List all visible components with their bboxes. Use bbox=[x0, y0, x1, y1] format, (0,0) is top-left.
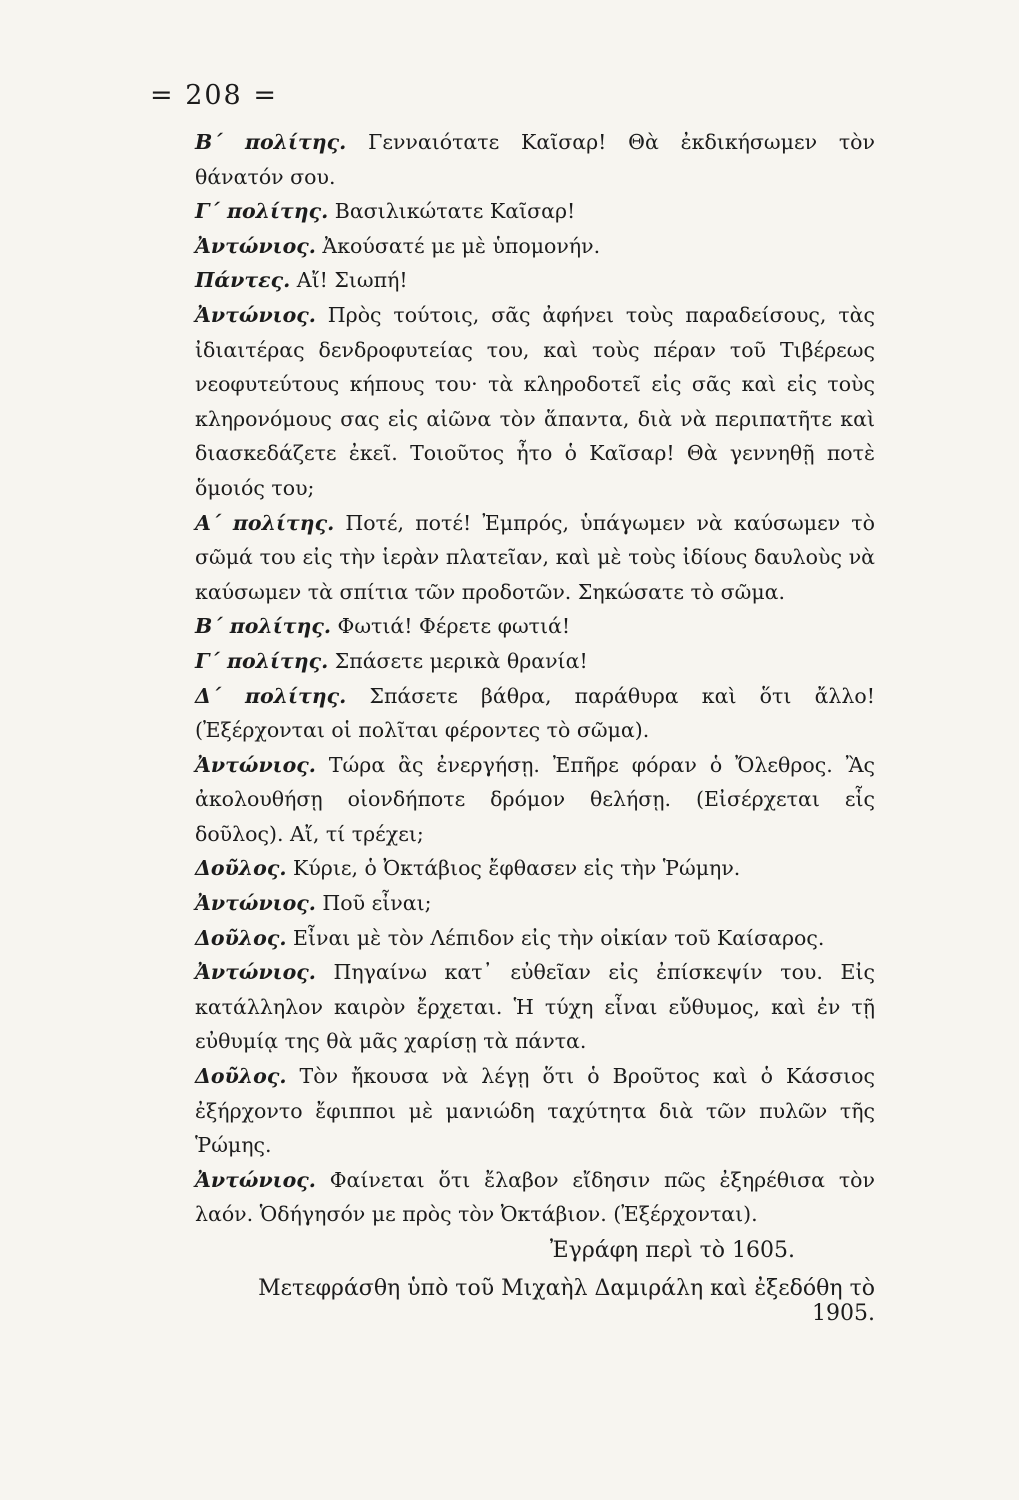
speaker-name: Δοῦλος. bbox=[195, 925, 287, 950]
speech: Γενναιότατε Καῖσαρ! Θὰ ἐκδικήσωμεν τὸν θάνατόν σου. bbox=[195, 130, 875, 189]
speaker-name: Ἀντώνιος. bbox=[195, 233, 316, 258]
speech: Βασιλικώτατε Καῖσαρ! bbox=[328, 199, 576, 224]
speech: Πρὸς τούτοις, σᾶς ἀφήνει τοὺς παραδείσους, τὰς ἰδιαιτέρας δενδροφυτείας του, καὶ τοὺς πέραν τοῦ Τιβέρεως νεοφυτεύτους κήπους του· τὰ κληροδοτεῖ εἰς σᾶς καὶ εἰς τοὺς κληρονόμους σας εἰς αἰῶνα τὸν ἅπαντα, διὰ νὰ περιπατῆτε καὶ διασκεδάζετε ἐκεῖ. Τοιοῦτος ἦτο ὁ Καῖσαρ! Θὰ γεννηθῇ ποτὲ ὅμοιός του; bbox=[195, 302, 875, 500]
dialogue-line bbox=[195, 506, 875, 610]
speech: Τώρα ἂς ἐνεργήσῃ. Ἐπῆρε φόραν ὁ Ὄλεθρος. Ἂς ἀκολουθήσῃ οἱονδήποτε δρόμον θελήσῃ. (Εἰσέρχεται εἷς δοῦλος). Αἴ, τί τρέχει; bbox=[195, 752, 875, 846]
date-note: Ἐγράφη περὶ τὸ 1605. bbox=[549, 1238, 795, 1263]
speaker-name: Δοῦλος. bbox=[195, 1064, 287, 1089]
dialogue-line bbox=[195, 298, 875, 506]
speech: Ποτέ, ποτέ! Ἐμπρός, ὑπάγωμεν νὰ καύσωμεν τὸ σῶμά του εἰς τὴν ἱερὰν πλατεῖαν, καὶ μὲ τοὺς ἰδίους δαυλοὺς νὰ καύσωμεν τὰ σπίτια τῶν προδοτῶν. Σηκώσατε τὸ σῶμα. bbox=[195, 510, 875, 604]
dialogue-line bbox=[195, 679, 875, 748]
speech: Ἀκούσατέ με μὲ ὑπομονήν. bbox=[315, 233, 601, 258]
speaker-name: Ἀντώνιος. bbox=[195, 1167, 316, 1192]
speech: Σπάσετε μερικὰ θρανία! bbox=[328, 648, 588, 673]
dialogue-line bbox=[195, 886, 875, 921]
dialogue-line bbox=[195, 229, 875, 264]
dialogue-text bbox=[195, 125, 875, 1232]
dialogue-line bbox=[195, 125, 875, 194]
dialogue-line bbox=[195, 1059, 875, 1163]
speaker-name: Β΄ πολίτης. bbox=[195, 130, 347, 154]
speaker-name: Δοῦλος. bbox=[195, 856, 287, 881]
dialogue-line bbox=[195, 609, 875, 644]
speech: Πηγαίνω κατ᾽ εὐθεῖαν εἰς ἐπίσκεψίν του. Εἰς κατάλληλον καιρὸν ἔρχεται. Ἡ τύχη εἶναι εὔθυμος, καὶ ἐν τῇ εὐθυμίᾳ της θὰ μᾶς χαρίσῃ τὰ πάντα. bbox=[195, 960, 875, 1054]
translation-note: Μετεφράσθη ὑπὸ τοῦ Μιχαὴλ Δαμιράλη καὶ ἐξεδόθη τὸ 1905. bbox=[258, 1276, 875, 1326]
speech: Ποῦ εἶναι; bbox=[315, 891, 432, 916]
dialogue-line bbox=[195, 644, 875, 679]
speaker-name: Γ΄ πολίτης. bbox=[195, 199, 329, 224]
speaker-name: Ἀντώνιος. bbox=[195, 960, 316, 985]
speech: Σπάσετε βάθρα, παράθυρα καὶ ὅτι ἄλλο! (Ἐξέρχονται οἱ πολῖται φέροντες τὸ σῶμα). bbox=[195, 683, 875, 743]
speaker-name: Α΄ πολίτης. bbox=[195, 510, 335, 535]
speaker-name: Β΄ πολίτης. bbox=[195, 614, 332, 639]
dialogue-line bbox=[195, 194, 875, 229]
dialogue-line bbox=[195, 1163, 875, 1232]
dialogue-line bbox=[195, 851, 875, 886]
speaker-name: Δ΄ πολίτης. bbox=[195, 683, 347, 708]
speech: Κύριε, ὁ Ὀκτάβιος ἔφθασεν εἰς τὴν Ῥώμην. bbox=[286, 856, 741, 881]
page-number: = 208 = bbox=[150, 80, 278, 111]
dialogue-line bbox=[195, 921, 875, 956]
dialogue-line bbox=[195, 748, 875, 852]
speech: Φωτιά! Φέρετε φωτιά! bbox=[331, 614, 571, 639]
speech: Φαίνεται ὅτι ἔλαβον εἴδησιν πῶς ἐξηρέθισα τὸν λαόν. Ὁδήγησόν με πρὸς τὸν Ὀκτάβιον. (Ἐξέρχονται). bbox=[195, 1167, 875, 1227]
speaker-name: Πάντες. bbox=[195, 268, 291, 293]
speech: Εἶναι μὲ τὸν Λέπιδον εἰς τὴν οἰκίαν τοῦ Καίσαρος. bbox=[286, 925, 825, 950]
speaker-name: Ἀντώνιος. bbox=[195, 752, 316, 777]
dialogue-line bbox=[195, 263, 875, 298]
speaker-name: Ἀντώνιος. bbox=[195, 302, 316, 327]
speaker-name: Ἀντώνιος. bbox=[195, 891, 316, 916]
dialogue-line bbox=[195, 955, 875, 1059]
speech: Τὸν ἤκουσα νὰ λέγῃ ὅτι ὁ Βροῦτος καὶ ὁ Κάσσιος ἐξήρχοντο ἔφιπποι μὲ μανιώδη ταχύτητα διὰ τῶν πυλῶν τῆς Ῥώμης. bbox=[195, 1064, 875, 1158]
speech: Αἴ! Σιωπή! bbox=[290, 268, 408, 293]
speaker-name: Γ΄ πολίτης. bbox=[195, 648, 329, 673]
